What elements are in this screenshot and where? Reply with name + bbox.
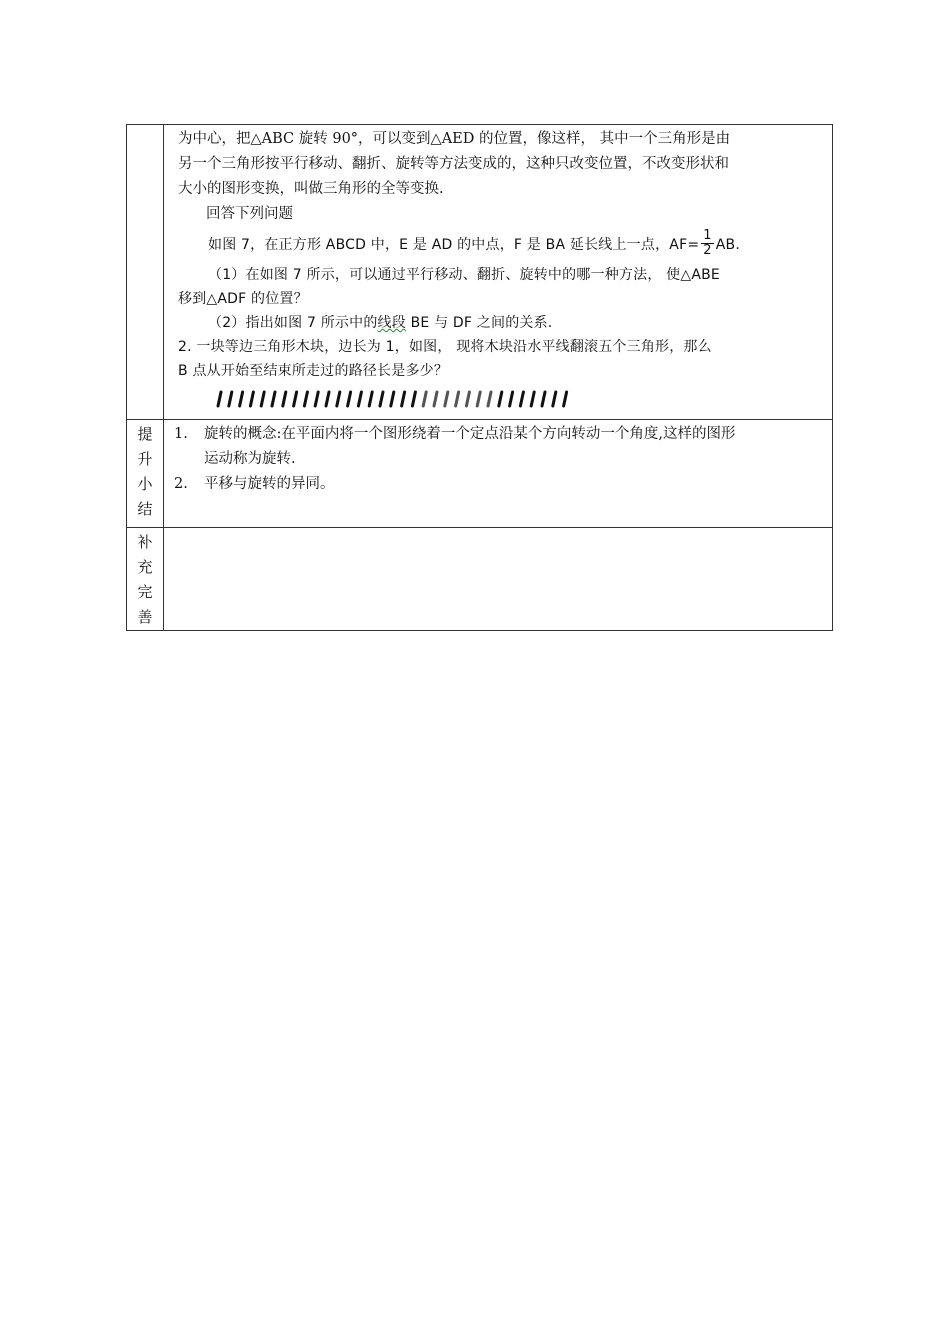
supplement-row xyxy=(127,528,833,631)
hatch-mark xyxy=(250,392,253,406)
hatch-mark xyxy=(337,392,340,406)
hatch-mark xyxy=(445,392,448,406)
hatch-mark xyxy=(283,392,286,406)
content-row xyxy=(127,125,833,420)
intro-line-2: 另一个三角形按平行移动、翻折、旋转等方法变成的，这种只改变位置，不改变形状和 xyxy=(178,156,729,172)
summary-item-number: 2. xyxy=(174,476,188,492)
supplement-label-char: 补 xyxy=(137,533,153,551)
hatch-mark xyxy=(326,392,329,406)
question-2-underlined: 线段 xyxy=(377,315,406,331)
question-1-line-2: 移到△ADF 的位置？ xyxy=(178,291,308,307)
supplement-label-char: 充 xyxy=(137,558,153,576)
summary-row xyxy=(127,420,833,528)
hatch-mark xyxy=(369,392,372,406)
fraction-denominator: 2 xyxy=(703,242,712,258)
hatch-mark xyxy=(466,392,469,406)
hatch-mark xyxy=(488,392,491,406)
supplement-content-cell xyxy=(164,528,833,631)
hatch-mark xyxy=(520,392,523,406)
hatch-mark xyxy=(261,392,264,406)
problem-2-line-2: B 点从开始至结束所走过的路径长是多少？ xyxy=(178,363,449,379)
question-1-line-1: （1）在如图 7 所示，可以通过平行移动、翻折、旋转中的哪一种方法， 使△ABE xyxy=(208,267,720,283)
summary-label-char: 小 xyxy=(137,475,153,493)
hatch-mark xyxy=(294,392,297,406)
question-2-text: （2）指出如图 7 所示中的 xyxy=(208,315,378,331)
hatch-mark xyxy=(477,392,480,406)
hatch-mark xyxy=(402,392,405,406)
hatch-mark xyxy=(240,392,243,406)
supplement-label-char: 完 xyxy=(137,583,153,601)
hatch-mark xyxy=(531,392,534,406)
question-intro-text: 如图 7，在正方形 ABCD 中，E 是 AD 的中点，F 是 BA 延长线上一点，AF= xyxy=(208,237,700,253)
question-intro-tail: AB. xyxy=(715,237,740,253)
summary-item-number: 1. xyxy=(174,426,188,442)
summary-content-cell xyxy=(164,420,833,528)
intro-line-1: 为中心，把△ABC 旋转 90°，可以变到△AED 的位置，像这样， 其中一个三角形是由 xyxy=(178,131,731,147)
ground-line-hatch-figure xyxy=(214,389,574,409)
fraction-one-half xyxy=(701,229,713,258)
intro-line-3: 大小的图形变换，叫做三角形的全等变换. xyxy=(178,181,444,197)
summary-label-char: 升 xyxy=(137,450,153,468)
hatch-mark xyxy=(358,392,361,406)
worksheet-table xyxy=(126,124,833,631)
summary-item-line: 运动称为旋转. xyxy=(204,451,296,467)
summary-label-cell xyxy=(127,420,164,528)
question-2 xyxy=(178,311,824,335)
hatch-mark xyxy=(348,392,351,406)
content-row-label-cell xyxy=(127,125,164,420)
summary-item xyxy=(174,422,824,472)
hatch-mark xyxy=(391,392,394,406)
content-cell xyxy=(164,125,833,420)
hatch-mark xyxy=(423,392,426,406)
hatch-mark xyxy=(499,392,502,406)
hatch-mark xyxy=(315,392,318,406)
summary-item xyxy=(174,472,824,497)
hatch-mark xyxy=(229,392,232,406)
summary-label-char: 结 xyxy=(137,500,153,518)
fraction-numerator: 1 xyxy=(703,227,712,243)
summary-label-char: 提 xyxy=(137,425,153,443)
question-2-tail: BE 与 DF 之间的关系. xyxy=(405,315,553,331)
hatch-mark xyxy=(456,392,459,406)
summary-item-line: 旋转的概念:在平面内将一个图形绕着一个定点沿某个方向转动一个角度,这样的图形 xyxy=(204,426,736,442)
hatch-mark xyxy=(542,392,545,406)
question-intro xyxy=(178,227,824,263)
answer-heading: 回答下列问题 xyxy=(206,206,293,222)
hatch-mark xyxy=(380,392,383,406)
problem-2-line-1: 2. 一块等边三角形木块，边长为 1，如图， 现将木块沿水平线翻滚五个三角形，那么 xyxy=(178,339,712,355)
hatch-mark xyxy=(272,392,275,406)
supplement-label-cell xyxy=(127,528,164,631)
hatch-mark xyxy=(218,392,221,406)
summary-item-line: 平移与旋转的异同。 xyxy=(204,476,335,492)
hatch-mark xyxy=(434,392,437,406)
hatch-mark xyxy=(553,392,556,406)
hatch-mark xyxy=(510,392,513,406)
hatch-mark xyxy=(564,392,567,406)
hatch-mark xyxy=(412,392,415,406)
hatch-mark xyxy=(304,392,307,406)
supplement-label-char: 善 xyxy=(137,608,153,626)
